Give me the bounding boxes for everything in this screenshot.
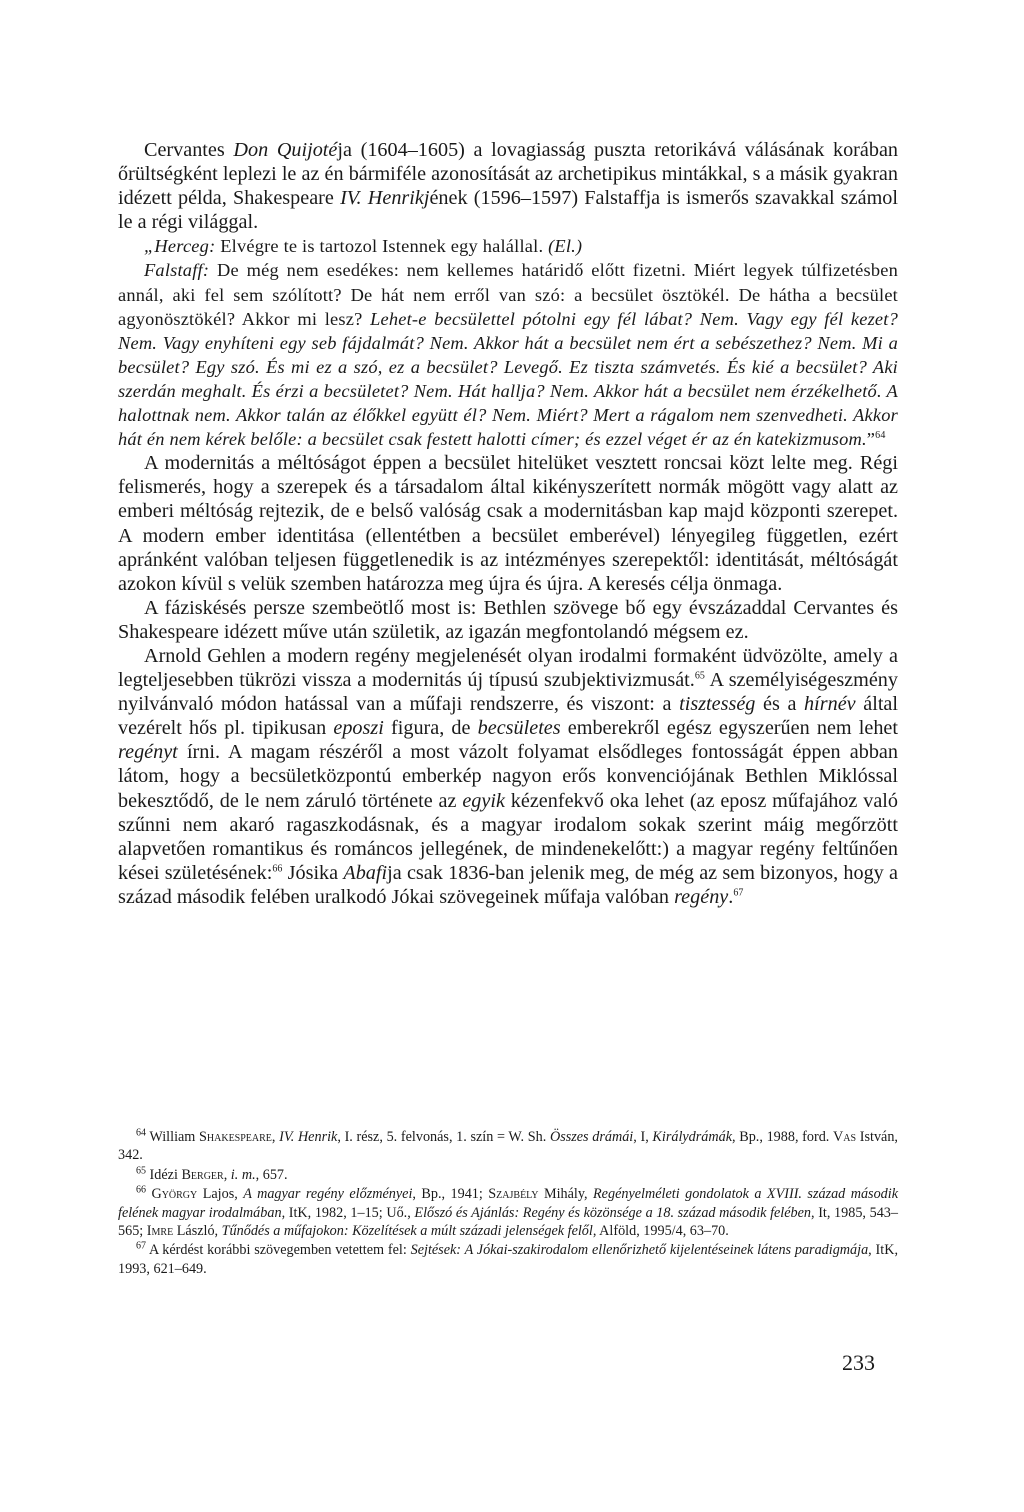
text-span: , I, [633, 1129, 653, 1145]
footnote-65 [118, 1166, 898, 1184]
italic-title: Regényelméleti gondolatok a XVIII. század második felének magyar irodalmában [118, 1186, 899, 1221]
italic-title: Előszó és Ajánlás: Regény és közönsége a 18. század második felében [414, 1204, 812, 1221]
text-span: Cervantes [144, 139, 234, 161]
paragraph-2: A modernitás a méltóságot éppen a becsület hitelüket vesztett roncsai közt lelte meg. Régi felismerés, hogy a szerepek és a társadalom által kikényszerített normák mögött vagy alatt az emberi méltóság rejtezik, de e belső valóság csak a modernitásban kap majd központi szerepet. A modern ember identitása (ellentétben a becsület emberével) lényegileg független, ezért apránként valóban teljesen függetlenedik is az intézményes szerepektől: identitását, méltóságát azokon kívül s velük szemben határozza meg újra és újra. A keresés célja önmaga. [118, 452, 898, 595]
italic-text: eposzi [333, 717, 384, 740]
italic-title: Don Quijoté [233, 139, 338, 161]
italic-text: i. m. [230, 1166, 256, 1183]
text-span: William [146, 1129, 200, 1145]
italic-title: Királydrámák [652, 1129, 733, 1145]
text-span: ének (1596–1597) Falstaffja is ismerős szavakkal számol le a régi világgal. [118, 187, 898, 234]
closing-quote: ” [866, 429, 876, 450]
speaker-label: Falstaff: [144, 260, 210, 281]
text-span: , ItK, 1993, 621–649. [118, 1242, 898, 1277]
text-span: László, [173, 1223, 222, 1240]
text-span: , I. rész, 5. felvonás, 1. szín = W. Sh. [337, 1129, 550, 1145]
paragraph-intro [118, 138, 898, 234]
text-span: kézenfekvő oka lehet (az eposz műfajához való szűnni nem akaró ragaszkodásnak, és a magyar irodalom sokak szerint máig megőrzött alapvetően romantikus és románcos jellegének, de mindenekelőtt:) a magyar regény feltűnően kései születésének: [118, 789, 898, 884]
text-span: A kérdést korábbi szövegemben vetettem fel: [146, 1242, 411, 1259]
quote-herceg [118, 234, 898, 258]
text-span: és a [755, 693, 805, 716]
text-span: De még nem esedékes: nem kellemes határidő előtt fizetni. Miért legyek túlfizetésben annál, aki fel sem szólított? De hát nem erről van szó: a becsület ösztökél. De hátha a becsület agyonösztökél? Akkor mi lesz? [118, 260, 898, 329]
footnote-67 [118, 1241, 898, 1278]
italic-text: Lehet-e becsülettel pótolni egy fél lábat? Nem. Vagy egy fél kezet? Nem. Vagy enyhíteni egy seb fájdalmát? Nem. Akkor hát a becsület nem ért a sebészethez? Nem. Mi a becsület? Egy szó. És mi ez a szó, ez a becsület? Levegő. Ez tiszta számvetés. És kié a becsület? Aki szerdán meghalt. És érzi a becsületet? Nem. Hát hallja? Nem. Akkor hát a becsület nem érzékelhető. A halottnak nem. Akkor talán az élőkkel együtt él? Nem. Miért? Mert a rágalom nem szenvedheti. Akkor hát én nem kérek belőle: a becsület csak festett halotti címer; és ezzel véget ér az én katekizmusom. [118, 308, 899, 450]
block-quote [118, 234, 898, 451]
text-span: . [728, 885, 734, 908]
italic-title: IV. Henrikj [340, 187, 430, 210]
author-name: Vas [833, 1129, 857, 1145]
text-span: , 657. [255, 1166, 288, 1183]
italic-title: Tűnődés a műfajokon: Közelítések a múlt századi jelenségek felől [221, 1223, 593, 1240]
footnote-ref[interactable]: 66 [272, 863, 283, 875]
footnote-number: 66 [136, 1184, 146, 1196]
text-span: Idézi [146, 1166, 182, 1183]
italic-text: egyik [462, 789, 505, 812]
footnote-66 [118, 1185, 898, 1240]
quote-falstaff [118, 258, 898, 451]
paragraph-3: A fáziskésés persze szembeötlő most is: Bethlen szövege bő egy évszázaddal Cervantes és Shakespeare idézett műve után születik, az igazán megfontolandó mégsem ez. [118, 596, 898, 643]
text-span: Jósika [282, 861, 344, 884]
text-span: Arnold Gehlen a modern regény megjelenését olyan irodalmi formaként üdvözölte, amely a legteljesebben tükrözi vissza a modernitás új típusú szubjektivizmusát. [118, 644, 898, 692]
text-span: , Alföld, 1995/4, 63–70. [592, 1223, 729, 1240]
text-span: emberekről egész egyszerűen nem lehet [560, 717, 899, 740]
text-span: Mihály, [538, 1186, 594, 1203]
page-body [118, 138, 898, 909]
footnote-ref[interactable]: 65 [694, 670, 705, 682]
text-span: figura, de [383, 717, 478, 740]
text-span: , Bp., 1941; [412, 1186, 489, 1203]
footnote-ref[interactable]: 64 [875, 430, 886, 441]
text-span: , [223, 1166, 231, 1183]
text-span: , It, 1985, 543–565; [118, 1204, 898, 1240]
italic-text: Abafi [343, 861, 388, 884]
text-span: , Bp., 1988, ford. [732, 1129, 834, 1145]
text-span: , [271, 1129, 280, 1145]
italic-text: tisztesség [679, 693, 756, 716]
author-name: Szajbély [488, 1186, 539, 1203]
italic-title: IV. Henrik [279, 1129, 338, 1145]
italic-title: Sejtések: A Jókai-szakirodalom ellenőrizhető kijelentéseinek látens paradigmája [410, 1242, 869, 1259]
text-span: (1604–1605) a lovagiasság puszta retorikává válásának korában őrültségként leplezi le az én bármiféle azonosítását az archetipikus mintákkal, s a másik gyakran idézett példa, Shakespeare [118, 139, 898, 210]
text-span: A személyiségeszmény nyilvánvaló módon hatással van a műfaji rendszerre, és viszont: a [118, 669, 898, 716]
text-span: Elvégre te is tartozol Istennek egy halállal. [215, 236, 549, 257]
text-span: Lajos, [197, 1186, 244, 1203]
text-span: által vezérelt hős pl. tipikusan [118, 693, 898, 740]
footnote-ref[interactable]: 67 [733, 887, 744, 899]
italic-title: A magyar regény előzményei [243, 1186, 413, 1203]
paragraph-4 [118, 644, 898, 909]
italic-text: regényt [118, 741, 178, 764]
author-name: Berger [181, 1166, 224, 1183]
text-span: írni. A magam részéről a most vázolt folyamat elsődleges fontosságát éppen abban látom, hogy a becsületközpontú emberkép nagyon erős konvenciójának Bethlen Miklóssal bekesztődő, de le nem záruló története az [118, 741, 898, 812]
text-span: ja [337, 139, 352, 161]
author-name: Shakespeare [199, 1129, 272, 1145]
text-span: , ItK, 1982, 1–15; Uő., [281, 1204, 415, 1221]
italic-text: hírnév [804, 693, 856, 716]
text-span: István, 342. [118, 1129, 898, 1164]
footnote-number: 64 [136, 1127, 146, 1139]
footnotes [118, 1128, 898, 1279]
main-text [118, 138, 898, 909]
author-name: György [146, 1186, 198, 1203]
italic-text: regény [674, 885, 729, 908]
italic-text: becsületes [477, 717, 561, 740]
page-number: 233 [842, 1350, 875, 1375]
text-span: ja csak 1836-ban jelenik meg, de még az sem bizonyos, hogy a század második felében uralkodó Jókai szövegeinek műfaja valóban [118, 861, 898, 908]
footnote-number: 67 [136, 1240, 146, 1252]
footnote-number: 65 [136, 1165, 146, 1177]
stage-direction: (El.) [548, 236, 583, 257]
author-name: Imre [146, 1223, 174, 1240]
speaker-label: „Herceg: [144, 236, 216, 257]
italic-title: Összes drámái [549, 1129, 634, 1145]
footnote-64 [118, 1128, 898, 1165]
